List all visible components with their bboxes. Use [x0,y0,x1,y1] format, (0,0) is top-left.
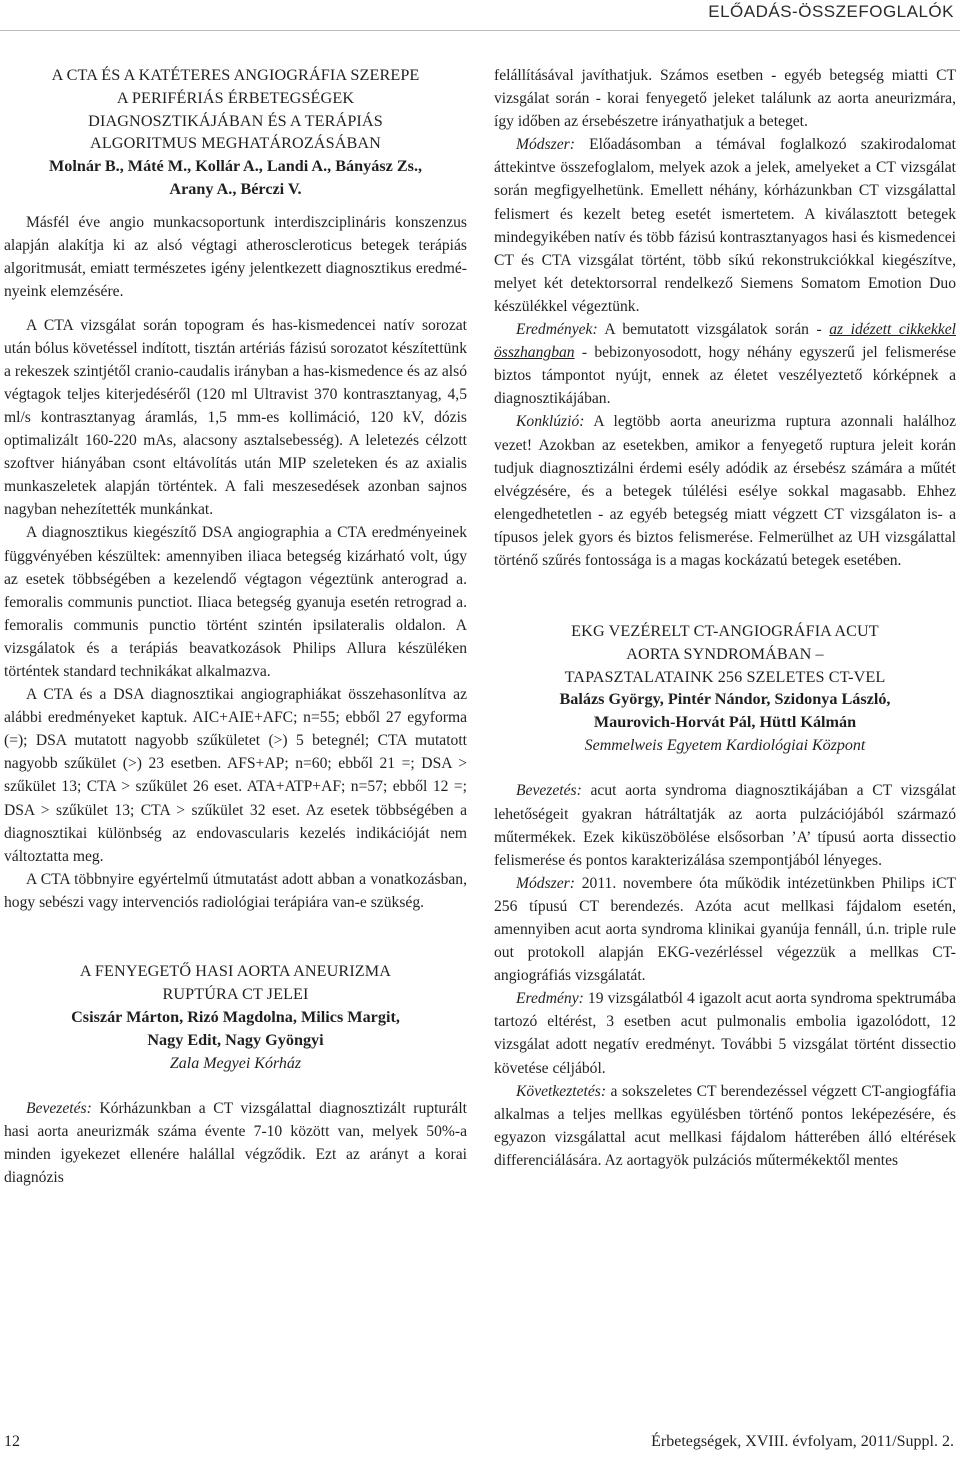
result-label: Eredmény: [516,990,584,1008]
article2-intro-cont: felállításával javíthatjuk. Számos esetben - egyéb betegség miatti CT vizsgálat során - korai fenyegető jeleket találunk az aorta aneurizmára, így időben az érsebészetre irányathatjuk a beteget. [494,67,956,131]
article2-results [494,318,956,410]
author-line: Maurovich-Horvát Pál, Hüttl Kálmán [593,713,857,732]
article1-paragraph: A CTA és a DSA diagnosztikai angiographiákat összehasonlítva az alábbi eredményeket kaptuk. AIC+AIE+AFC; n=55; ebből 27 egyforma (=); DSA mutatott nagyobb szűkületet (>) 5 betegnél; CTA mutatott nagyobb szűkület (>) 23 esetben. AFS+AP; n=60; ebből 21 =; DSA > szűkület 13; CTA > szűkület 26 eset. ATA+ATP+AF; n=57; ebből 12 =; DSA > szűkület 13; CTA > szűkület 32 eset. Az esetek többségében a diagnosztikai különbség az endovascularis kezelés indikációját nem változtatta meg. [4,686,467,865]
intro-text: Kórházunkban a CT vizsgálattal diagnosztizált rupturált hasi aorta aneurizmák száma évente 7-10 között van, melyek 50%-a minden igyekezet ellenére halállal végződik. Ezt az arányt a korai diagnózis [4,1099,467,1186]
title-line: A CTA ÉS A KATÉTERES ANGIOGRÁFIA SZEREPE [51,66,420,84]
article3-intro [494,779,956,871]
method-label: Módszer: [516,874,575,892]
running-header [0,2,960,32]
conclusion-label: Következtetés: [516,1082,607,1100]
title-line: DIAGNOSZTIKÁJÁBAN ÉS A TERÁPIÁS [88,111,383,130]
conclusion-label: Konklúzió: [516,413,585,431]
results-text: A bemutatott vizsgálatok során - [597,321,830,339]
article3-method [494,872,956,987]
author-line: Balázs György, Pintér Nándor, Szidonya László, [559,690,891,709]
title-line: RUPTÚRA CT JELEI [162,984,309,1003]
conclusion-text: A legtöbb aorta aneurizma ruptura azonnali halálhoz vezet! Azokban az esetekben, amikor a fenyegető ruptura jeleit korán tudjuk diagnosztizálni érdemi esély adódik az érsebész számára a műtét elvégzésére, és a betegek túlélési esélye sokkal magasabb. Ehhez elengedhetetlen - az egyéb betegség miatt végzett CT vizsgálaton is- a típusos jelek gyors és biztos felismerése. Felmerülhet az UH vizsgálattal történő szűrés fontossága is a magas kockázatú betegek esetében. [494,413,956,569]
article1-paragraph: A CTA vizsgálat során topogram és has-kismedencei natív sorozat után bólus követéssel indított, tisztán artériás fázisú sorozatot készítettünk a rekeszek szintjétől cranio-caudalis irányban a has-kismedence és az alsó végtagok teljes kiterjedéséről (120 ml Ultravist 370 kontrasztanyag, 4,5 ml/s kontrasztanyag áramlás, 1,5 mm-es kollimáció, 120 kV, dózis optimalizált 160-220 mAs, alacsony asztalsebesség). A leletezés célzott szoftver hiányában csont eltávolítás után MIP szeleteken és az axialis munkaszeletek alapján történtek. A fali meszesedések azonban sajnos nagyban nehezítették munkánkat. [4,316,467,519]
article3-conclusion [494,1080,956,1172]
right-column [494,64,956,1172]
article3-institution: Semmelweis Egyetem Kardiológiai Központ [584,737,866,755]
results-citation: az idézett cikkekkel összhangban [494,321,957,362]
article1-paragraph: Másfél éve angio munkacsoportunk interdiszciplináris konszenzus alapján alakítja ki az alsó végtagi atheroscleroticus betegek terápiás algoritmusát, emiatt természetes igény jelentkezett diagnosztikus eredményeink elemzésére. [4,214,467,301]
article3-result [494,987,956,1079]
article1-authors [4,155,467,201]
article2-authors [4,1006,467,1052]
title-line: A PERIFÉRIÁS ÉRBETEGSÉGEK [116,88,355,107]
author-line: Csiszár Márton, Rizó Magdolna, Milics Margit, [71,1007,400,1026]
journal-citation: Érbetegségek, XVIII. évfolyam, 2011/Suppl. 2. [651,1433,954,1450]
article2-title [4,960,467,1006]
article2-method [494,133,956,318]
method-text: Előadásomban a témával foglalkozó szakirodalomat áttekintve összefoglalom, melyek azok a jelek, amelyeket a CT vizsgálat során megfigyelhetünk. Emellett néhány, kórházunkban CT vizsgálattal felismert és kezelt beteg esetét ismertetem. A kiválasztott betegek mindegyikében natív és több fázisú kontrasztanyagos hasi és kismedencei CT és CTA vizsgálat történt, több síkú rekonstrukciókkal kiegészítve, melyet két detektorsorral rendelkező Siemens Somatom Emotion Duo készülékkel végeztünk. [494,136,956,315]
article1-title [4,64,467,155]
title-line: EKG VEZÉRELT CT-ANGIOGRÁFIA ACUT [571,622,879,641]
title-line: ALGORITMUS MEGHATÁROZÁSÁBAN [90,134,381,153]
result-text: 19 vizsgálatból 4 igazolt acut aorta syndroma spektrumába tartozó eltérést, 3 esetben acut pulmonalis embolia igazolódott, 12 vizsgálat adott negatív eredményt. További 5 vizsgálat történt dissectio követése céljából. [494,990,956,1077]
left-column [4,64,467,1189]
article3-authors [494,688,956,734]
title-line: AORTA SYNDROMÁBAN – [626,644,824,663]
conclusion-text: a sokszeletes CT berendezéssel végzett CT-angiogfáfia alkalmas a teljes mellkas együlésben történő pontos leképezésére, és egyazon vizsgálattal acut mellkasi fájdalom hátterében álló eltérések differenciálására. Az aortagyök pulzációs műtermékektől mentes [494,1082,956,1169]
results-text: - bebizonyosodott, hogy néhány egyszerű jel felismerése biztos támpontot nyújt, ennek az életet veszélyeztető kórképnek a diagnosztikájában. [494,344,956,408]
author-line: Nagy Edit, Nagy Gyöngyi [147,1030,324,1049]
method-text: 2011. novembere óta működik intézetünkben Philips iCT 256 típusú CT berendezés. Azóta acut mellkasi fájdalom esetén, amennyiben acut aorta syndroma klinikai gyanúja fennáll, ú.n. triple rule out protokoll alapján EKG-vezérléssel végezzük a mellkas CT-angiográfiás vizsgálatát. [494,874,956,985]
article2-intro [4,1097,467,1189]
title-line: TAPASZTALATAINK 256 SZELETES CT-VEL [564,667,886,686]
method-label: Módszer: [516,136,575,154]
intro-label: Bevezetés: [516,782,582,800]
author-line: Arany A., Bérczi V. [169,180,302,199]
section-label: ELŐADÁS-ÖSSZEFOGLALÓK [708,2,954,21]
author-line: Molnár B., Máté M., Kollár A., Landi A., Bányász Zs., [48,157,423,176]
intro-label: Bevezetés: [26,1099,92,1117]
article1-paragraph: A CTA többnyire egyértelmű útmutatást adott abban a vonatkozásban, hogy sebészi vagy intervenciós radiológiai terápiára van-e szükség. [4,870,467,911]
article2-institution: Zala Megyei Kórház [169,1054,302,1072]
article2-conclusion [494,410,956,572]
article1-paragraph: A diagnosztikus kiegészítő DSA angiographia a CTA eredményeinek függvényében készültek: amennyiben iliaca betegség kizárható volt, úgy az esetek többségében a kezelendő végtagon végeztünk anterograd a. femoralis communis punctiot. Iliaca betegség gyanuja esetén retrograd a. femoralis communis punctio történt szintén ipsilateralis oldalon. A vizsgálatok és a terápiás beavatkozások Philips Allura készüléken történtek standard technikákat alkalmazva. [4,524,467,680]
intro-text: acut aorta syndroma diagnosztikájában a CT vizsgálat lehetőségeit gyakran hátráltatják az aorta pulzációjából származó műtermékek. Ezek kiküszöbölése elsősorban ’A’ típusú aorta dissectio felismerése és pontos karakterizálása szempontjából lényeges. [494,782,956,869]
header-divider [0,30,960,31]
article3-title [494,620,956,688]
title-line: A FENYEGETŐ HASI AORTA ANEURIZMA [79,962,392,980]
page-number: 12 [4,1433,20,1450]
results-label: Eredmények: [516,321,598,339]
